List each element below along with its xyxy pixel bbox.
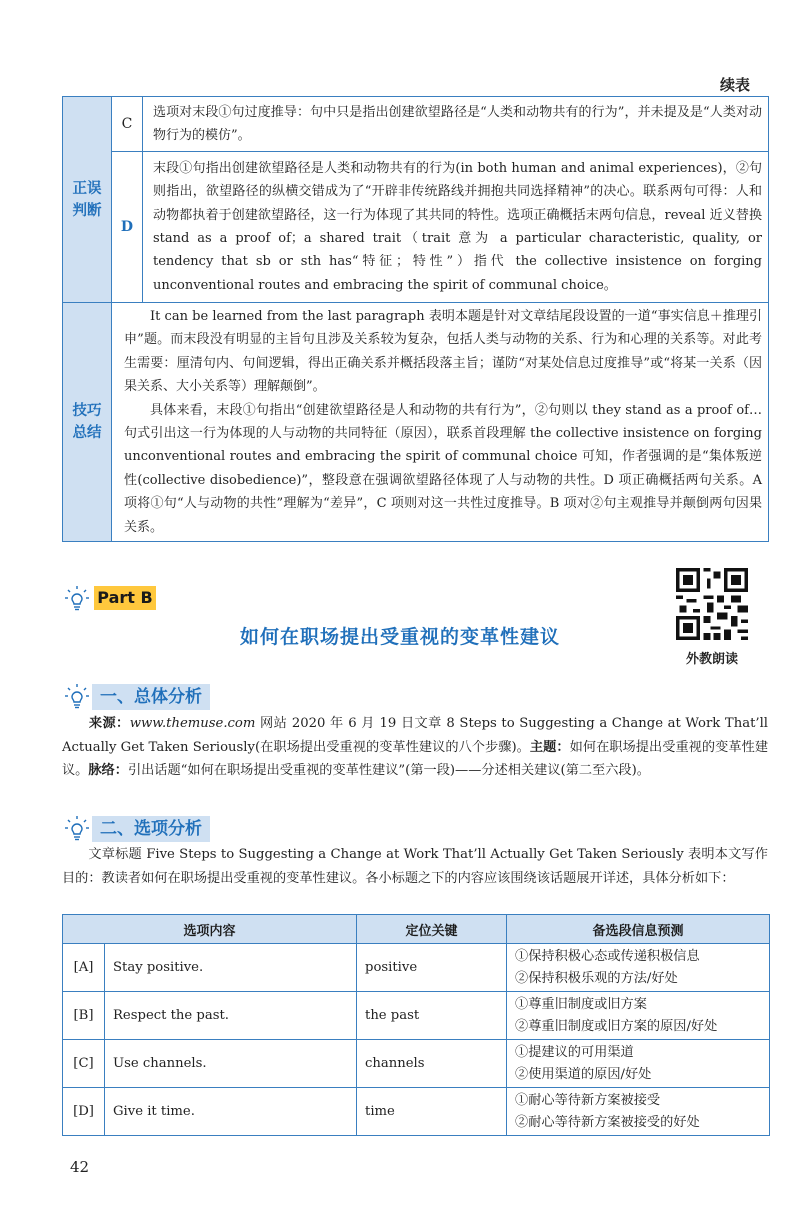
table-row — [63, 1040, 770, 1088]
prediction-line: ②尊重旧制度或旧方案的原因/好处 — [515, 1018, 718, 1034]
prediction-line: ①尊重旧制度或旧方案 — [515, 996, 647, 1012]
page-number: 42 — [70, 1158, 90, 1176]
option-content: Stay positive. — [105, 944, 357, 992]
options-table — [62, 914, 770, 1136]
skills-line1: 技巧 — [72, 403, 102, 420]
table-row — [63, 944, 770, 992]
skills-para-1: It can be learned from the last paragraph 表明本题是针对文章结尾段设置的一道“事实信息＋推理引申”题。而末段没有明显的主旨句且涉及关系较为复杂，包括人类与动物的关系、行为和心理的关系等。对此考生需要：厘清句内、句间逻辑，得出正确关系并概括段落主旨；谨防“对某处信息过度推导”或“将某一关系（因果关系、大小关系等）理解颠倒”。 — [124, 309, 762, 395]
lightbulb-icon — [64, 683, 90, 709]
header-option-content: 选项内容 — [63, 915, 357, 944]
option-d-text: 末段①句指出创建欲望路径是人类和动物共有的行为(in both human and animal experiences)，②句则指出，欲望路径的纵横交错成为了“开辟非传统路线并拥抱共同选择精神”的决心。联系两句可得：人和动物都执着于创建欲望路径，这一行为体现了其共同的特性。选项正确概括末两句信息，reveal 近义替换 stand as a proof of；a shared trait（trait 意为 a particular characteristic, quality, or tendency that sb or sth has“特征；特性”）指代 the collective insistence on forging unconventional routes and embracing the spirit of communal choice。 — [143, 152, 769, 303]
skills-label-cell — [63, 303, 112, 542]
option-key: positive — [357, 944, 507, 992]
qr-label: 外教朗读 — [685, 652, 738, 667]
header-locate-key: 定位关键 — [357, 915, 507, 944]
theme-label: 主题： — [529, 739, 570, 755]
option-c-text: 选项对末段①句过度推导：句中只是指出创建欲望路径是“人类和动物共有的行为”，并未提及是“人类对动物行为的模仿”。 — [143, 97, 769, 152]
category-line2: 判断 — [72, 202, 102, 219]
context-text: 引出话题“如何在职场提出受重视的变革性建议”(第一段)——分述相关建议(第二至六段)。 — [127, 763, 650, 778]
option-content: Give it time. — [105, 1088, 357, 1136]
table-row — [63, 992, 770, 1040]
options-intro-text: 文章标题 Five Steps to Suggesting a Change at Work That’ll Actually Get Taken Seriously 表明本文写作目的：教读者如何在职场提出受重视的变革性建议。各小标题之下的内容应该围绕该话题展开详述，具体分析如下： — [62, 847, 768, 886]
option-letter: [B] — [63, 992, 105, 1040]
qr-code-icon — [676, 568, 748, 640]
option-c-letter: C — [112, 97, 143, 152]
skills-text-cell — [112, 303, 769, 542]
prediction-line: ②保持积极乐观的方法/好处 — [515, 970, 678, 986]
category-line1: 正误 — [72, 180, 102, 197]
article-title: 如何在职场提出受重视的变革性建议 — [239, 626, 560, 648]
option-letter: [A] — [63, 944, 105, 992]
option-d-letter: D — [112, 152, 143, 303]
options-header-row — [63, 915, 770, 944]
option-prediction — [507, 1088, 770, 1136]
option-key: time — [357, 1088, 507, 1136]
part-b-label: Part B — [94, 586, 156, 610]
analysis-table — [62, 96, 769, 542]
option-content: Use channels. — [105, 1040, 357, 1088]
option-key: channels — [357, 1040, 507, 1088]
section-heading-overall: 一、总体分析 — [92, 684, 210, 710]
prediction-line: ①提建议的可用渠道 — [515, 1044, 634, 1060]
option-prediction — [507, 1040, 770, 1088]
prediction-line: ①耐心等待新方案被接受 — [515, 1092, 661, 1108]
overall-analysis-text — [62, 712, 768, 783]
theme-text: 如何在职场提出受重视的变革性建议。 — [62, 739, 769, 778]
source-site: www.themuse.com — [129, 716, 256, 731]
skills-line2: 总结 — [72, 425, 102, 442]
skills-row — [63, 303, 769, 542]
analysis-row-d — [63, 152, 769, 303]
prediction-line: ②耐心等待新方案被接受的好处 — [515, 1114, 700, 1130]
option-key: the past — [357, 992, 507, 1040]
prediction-line: ①保持积极心态或传递积极信息 — [515, 948, 700, 964]
skills-para-2: 具体来看，末段①句指出“创建欲望路径是人和动物的共有行为”，②句则以 they stand as a proof of…句式引出这一行为体现的人与动物的共同特征（原因），联系首段理解 the collective insistence on forging unconventional routes and embracing the spirit of communal choice 可知，作者强调的是“集体叛逆性(collective disobedience)”，整段意在强调欲望路径体现了人与动物的共性。D 项正确概括两句关系。A 项将①句“人与动物的共性”理解为“差异”，C 项则对这一共性过度推导。B 项对②句主观推导并颠倒两句因果关系。 — [124, 402, 762, 535]
category-cell — [63, 97, 112, 303]
continued-label: 续表 — [719, 76, 750, 94]
source-text: 网站 2020 年 6 月 19 日文章 8 Steps to Suggesting a Change at Work That’ll Actually Get Taken Seriously(在职场提出受重视的变革性建议的八个步骤)。 — [62, 716, 768, 755]
option-content: Respect the past. — [105, 992, 357, 1040]
context-label: 脉络： — [88, 763, 128, 778]
header-prediction: 备选段信息预测 — [507, 915, 770, 944]
lightbulb-icon — [64, 815, 90, 841]
option-prediction — [507, 992, 770, 1040]
option-letter: [C] — [63, 1040, 105, 1088]
analysis-row-c — [63, 97, 769, 152]
section-heading-options: 二、选项分析 — [92, 816, 210, 842]
option-prediction — [507, 944, 770, 992]
table-row — [63, 1088, 770, 1136]
source-label: 来源： — [88, 716, 130, 731]
prediction-line: ②使用渠道的原因/好处 — [515, 1066, 652, 1082]
lightbulb-icon — [64, 585, 90, 611]
option-letter: [D] — [63, 1088, 105, 1136]
